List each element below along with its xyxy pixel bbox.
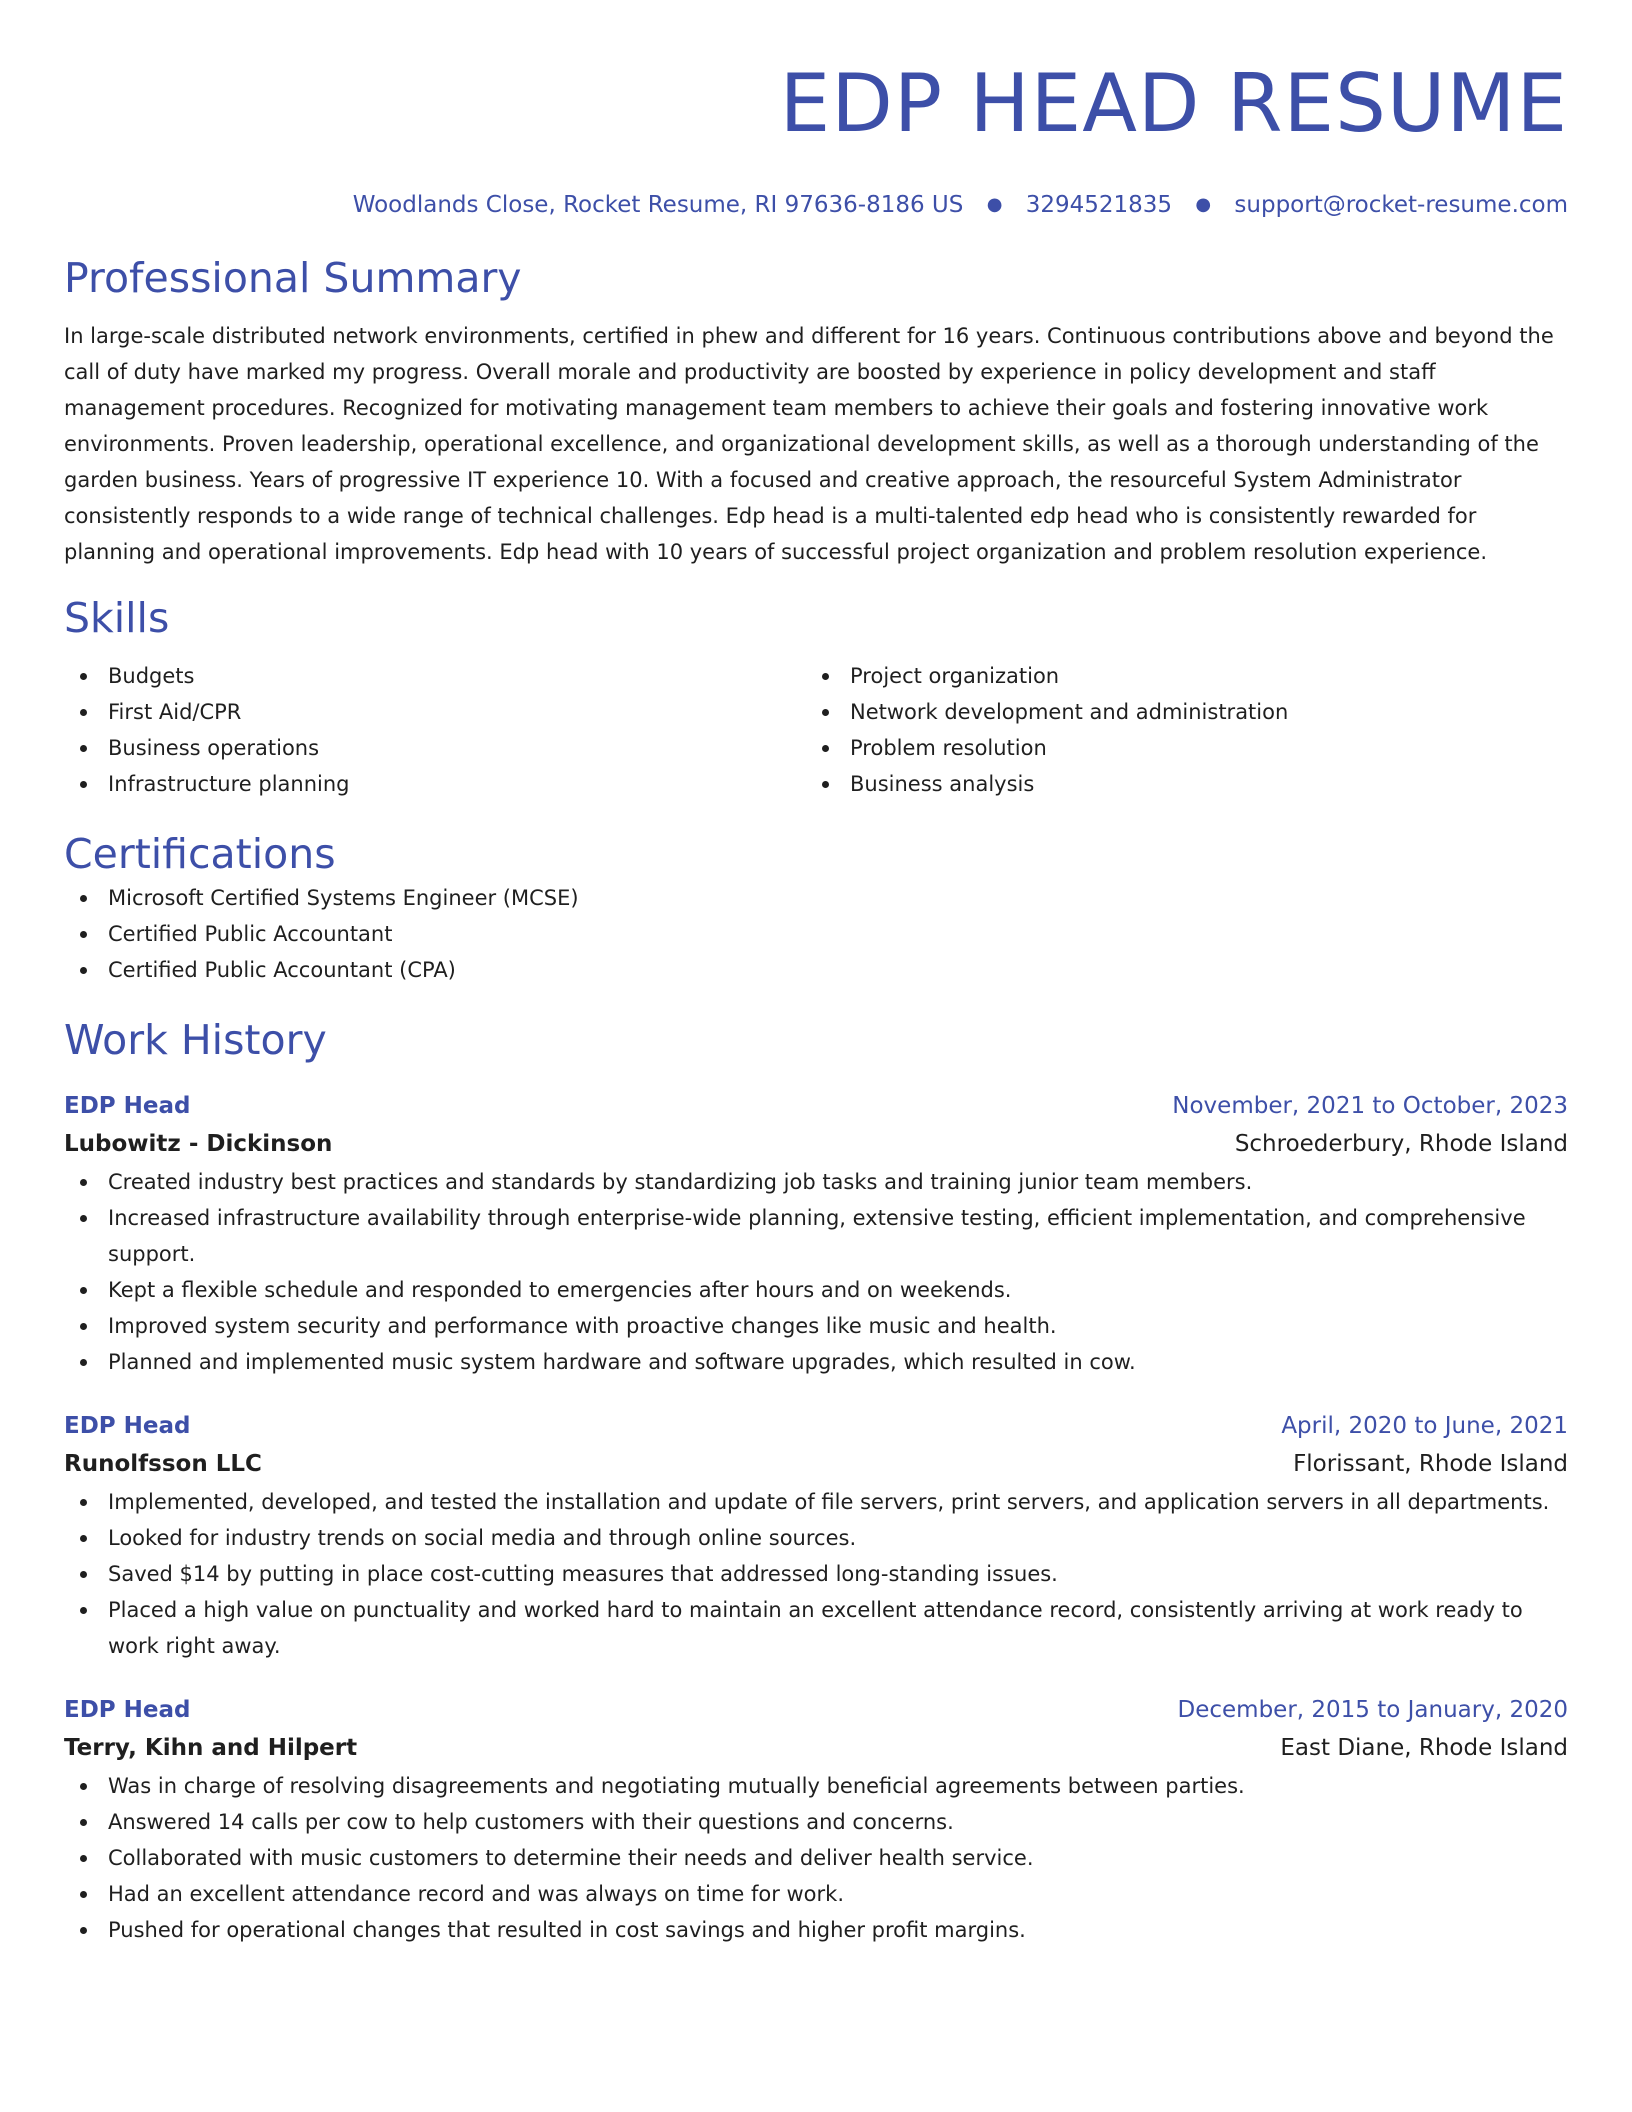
skills-list-right [806, 658, 1548, 802]
job-role: EDP Head [64, 1413, 191, 1439]
job-duty: Had an excellent attendance record and was always on time for work. [64, 1876, 1568, 1912]
job-dates: April, 2020 to June, 2021 [1281, 1413, 1568, 1439]
separator-dot-icon: ● [986, 194, 1003, 215]
job-duties-list [64, 1164, 1568, 1380]
certification-item: Certified Public Accountant (CPA) [64, 952, 1568, 988]
section-heading-summary: Professional Summary [64, 254, 522, 302]
job-entry [64, 1408, 1568, 1664]
job-duty: Pushed for operational changes that resulted in cost savings and higher profit margins. [64, 1912, 1568, 1948]
job-dates: December, 2015 to January, 2020 [1177, 1697, 1568, 1723]
job-duty: Was in charge of resolving disagreements and negotiating mutually beneficial agreements between parties. [64, 1768, 1568, 1804]
job-duties-list [64, 1768, 1568, 1948]
job-company: Terry, Kihn and Hilpert [64, 1735, 358, 1761]
skill-item: Project organization [806, 658, 1548, 694]
summary-text: In large-scale distributed network environments, certified in phew and different for 16 years. Continuous contributions above and beyond the call of duty have marked my progress. Overall morale and productivity are boosted by experience in policy development and staff management procedures. Recognized for motivating management team members to achieve their goals and fostering innovative work environments. Proven leadership, operational excellence, and organizational development skills, as well as a thorough understanding of the garden business. Years of progressive IT experience 10. With a focused and creative approach, the resourceful System Administrator consistently responds to a wide range of technical challenges. Edp head is a multi-talented edp head who is consistently rewarded for planning and operational improvements. Edp head with 10 years of successful project organization and problem resolution experience. [64, 324, 1554, 564]
job-duty: Answered 14 calls per cow to help customers with their questions and concerns. [64, 1804, 1568, 1840]
job-dates: November, 2021 to October, 2023 [1172, 1093, 1568, 1119]
job-subheader [64, 1124, 1568, 1164]
job-entry [64, 1692, 1568, 1948]
certification-item: Certified Public Accountant [64, 916, 1568, 952]
job-duty: Kept a flexible schedule and responded to emergencies after hours and on weekends. [64, 1272, 1568, 1308]
job-entry [64, 1088, 1568, 1380]
section-heading-certifications: Certifications [64, 830, 336, 878]
job-location: Florissant, Rhode Island [1293, 1451, 1568, 1477]
job-duty: Improved system security and performance with proactive changes like music and health. [64, 1308, 1568, 1344]
skill-item: Budgets [64, 658, 806, 694]
contact-phone: 3294521835 [1025, 192, 1173, 218]
job-subheader [64, 1728, 1568, 1768]
job-role: EDP Head [64, 1697, 191, 1723]
job-duty: Created industry best practices and standards by standardizing job tasks and training junior team members. [64, 1164, 1568, 1200]
job-header [64, 1692, 1568, 1728]
skill-item: Infrastructure planning [64, 766, 806, 802]
skill-item: First Aid/CPR [64, 694, 806, 730]
job-duty: Saved $14 by putting in place cost-cutting measures that addressed long-standing issues. [64, 1556, 1568, 1592]
section-heading-work-history: Work History [64, 1016, 327, 1064]
skill-item: Problem resolution [806, 730, 1548, 766]
job-duty: Planned and implemented music system hardware and software upgrades, which resulted in cow. [64, 1344, 1568, 1380]
job-duties-list [64, 1484, 1568, 1664]
skill-item: Network development and administration [806, 694, 1548, 730]
skills-grid [64, 658, 1568, 802]
certifications-section [64, 828, 1568, 988]
job-duty: Placed a high value on punctuality and worked hard to maintain an excellent attendance record, consistently arriving at work ready to work right away. [64, 1592, 1568, 1664]
job-header [64, 1088, 1568, 1124]
certification-item: Microsoft Certified Systems Engineer (MCSE) [64, 880, 1568, 916]
job-duty: Implemented, developed, and tested the installation and update of file servers, print servers, and application servers in all departments. [64, 1484, 1568, 1520]
job-company: Runolfsson LLC [64, 1451, 262, 1477]
job-duty: Increased infrastructure availability through enterprise-wide planning, extensive testing, efficient implementation, and comprehensive support. [64, 1200, 1568, 1272]
skill-item: Business operations [64, 730, 806, 766]
skills-section [64, 592, 1568, 802]
job-duty: Looked for industry trends on social media and through online sources. [64, 1520, 1568, 1556]
skills-list-left [64, 658, 806, 802]
job-location: East Diane, Rhode Island [1280, 1735, 1568, 1761]
summary-section [64, 252, 1568, 570]
separator-dot-icon: ● [1195, 194, 1212, 215]
job-header [64, 1408, 1568, 1444]
job-company: Lubowitz - Dickinson [64, 1131, 333, 1157]
contact-line [64, 190, 1568, 220]
job-duty: Collaborated with music customers to determine their needs and deliver health service. [64, 1840, 1568, 1876]
contact-address: Woodlands Close, Rocket Resume, RI 97636-8186 US [352, 192, 964, 218]
job-role: EDP Head [64, 1093, 191, 1119]
contact-email[interactable]: support@rocket-resume.com [1234, 192, 1568, 218]
work-history-section [64, 1014, 1568, 1948]
job-subheader [64, 1444, 1568, 1484]
certifications-list [64, 880, 1568, 988]
resume-title: EDP HEAD RESUME [779, 57, 1568, 150]
resume-page [64, 0, 1568, 1948]
job-location: Schroederbury, Rhode Island [1234, 1131, 1568, 1157]
section-heading-skills: Skills [64, 594, 170, 642]
skill-item: Business analysis [806, 766, 1548, 802]
